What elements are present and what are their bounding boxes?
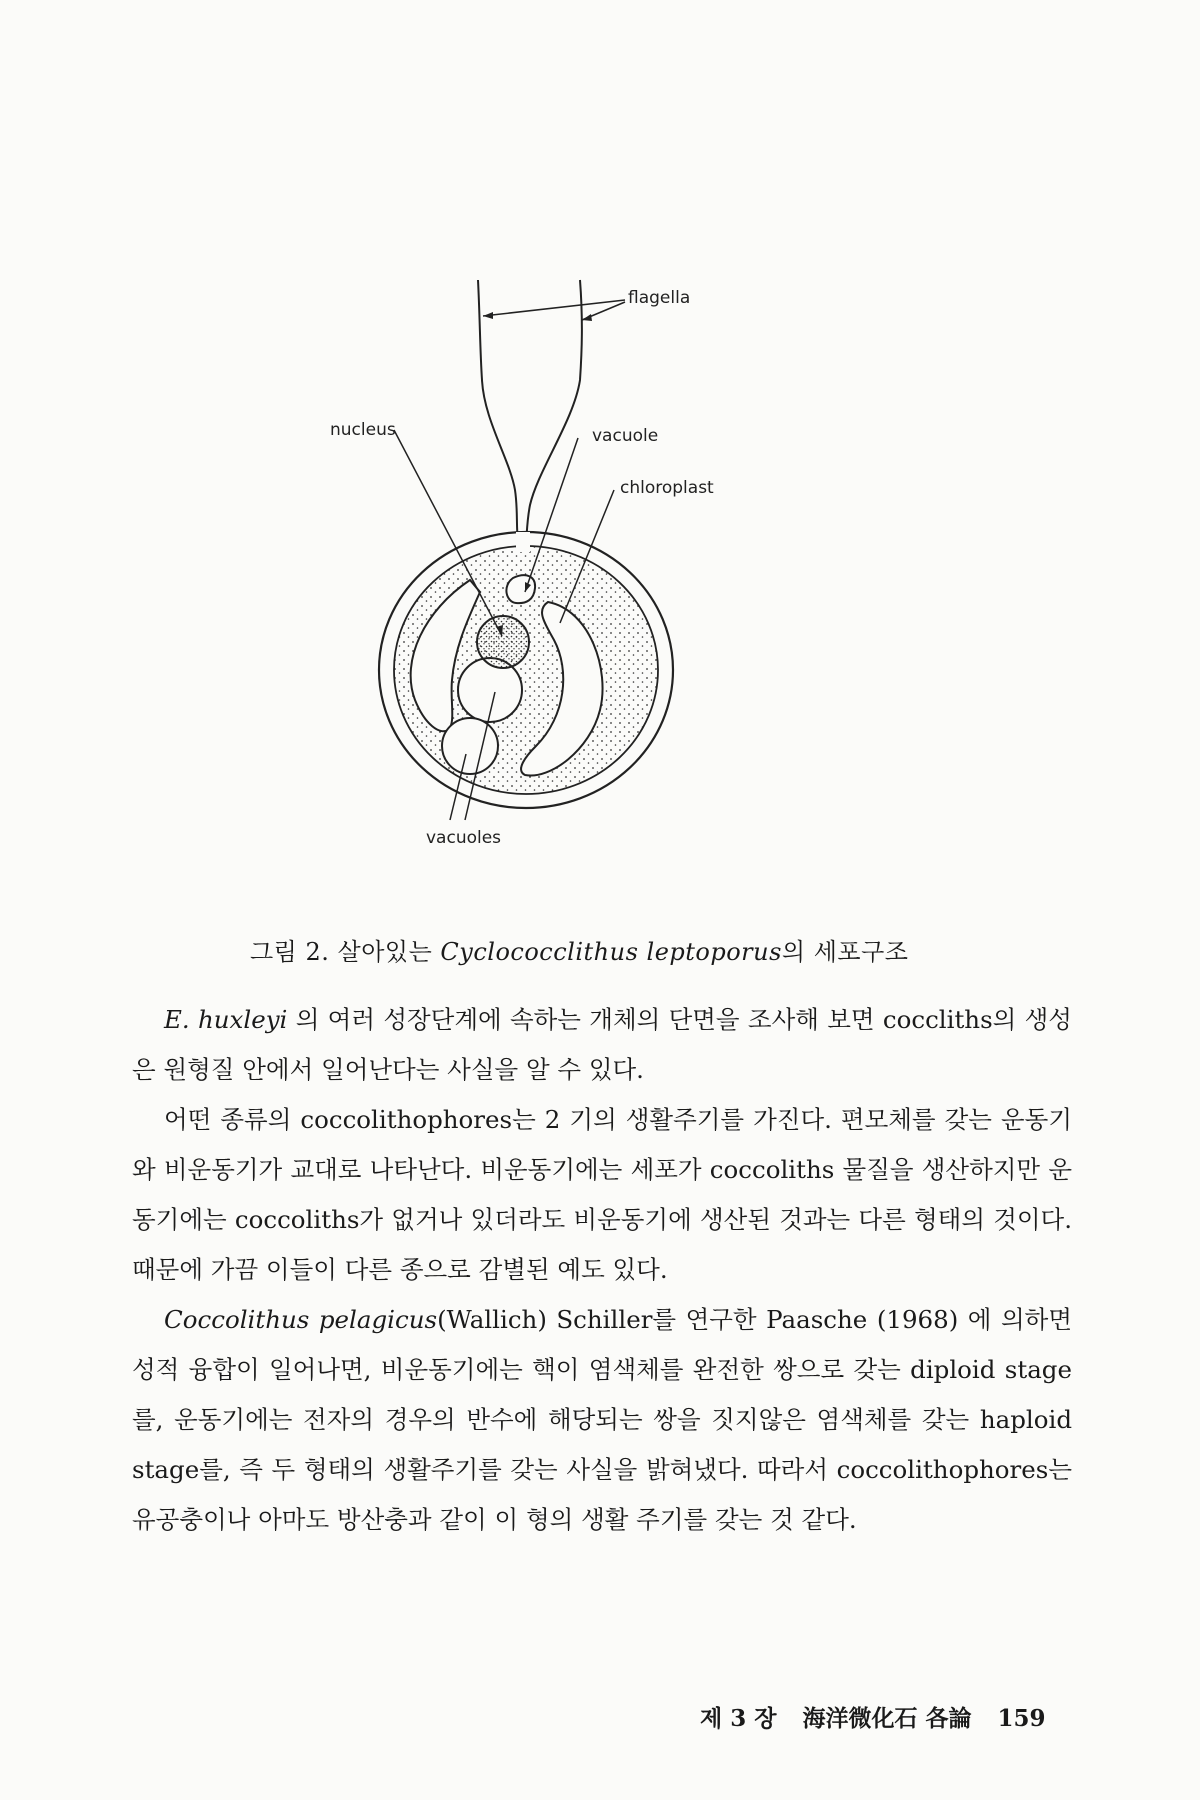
caption-species: Cyclococclithus leptoporus	[440, 938, 782, 966]
nucleus-shape	[477, 616, 529, 668]
label-nucleus: nucleus	[330, 420, 396, 440]
page-footer	[700, 1700, 1100, 1733]
footer-title: 海洋微化石 各論	[802, 1705, 972, 1732]
paragraph-2	[132, 1095, 1072, 1295]
cell-diagram	[330, 280, 890, 900]
vacuole-top	[506, 575, 535, 603]
footer-chapter: 제 3 장	[700, 1705, 777, 1732]
caption-suffix: 의 세포구조	[781, 938, 909, 966]
caption-prefix: 그림 2. 살아있는	[250, 938, 433, 966]
paragraph-3-text: (Wallich) Schiller를 연구한 Paasche (1968) 에 의하면 성적 융합이 일어나면, 비운동기에는 핵이 염색체를 완전한 쌍으로 갖는 diploid stage를, 운동기에는 전자의 경우의 반수에 해당되는 쌍을 짓지않은 염색체를 갖는 haploid stage를, 즉 두 형태의 생활주기를 갖는 사실을 밝혀냈다. 따라서 coccolithophores는 유공충이나 아마도 방산충과 같이 이 형의 생활 주기를 갖는 것 같다.	[132, 1305, 1072, 1534]
label-vacuole: vacuole	[592, 426, 659, 446]
flagellum-left	[478, 280, 518, 542]
body-text	[132, 995, 1072, 1545]
figure-caption	[250, 932, 1050, 967]
species-e-huxleyi: E. huxleyi	[164, 1005, 288, 1034]
paragraph-2-text: 어떤 종류의 coccolithophores는 2 기의 생활주기를 가진다. 편모체를 갖는 운동기와 비운동기가 교대로 나타난다. 비운동기에는 세포가 coccoliths 물질을 생산하지만 운동기에는 coccoliths가 없거나 있더라도 비운동기에 생산된 것과는 다른 형태의 것이다. 때문에 가끔 이들이 다른 종으로 감별된 예도 있다.	[132, 1105, 1072, 1284]
label-vacuoles: vacuoles	[426, 828, 502, 848]
paragraph-1-text: 의 여러 성장단계에 속하는 개체의 단면을 조사해 보면 coccliths의 생성은 원형질 안에서 일어난다는 사실을 알 수 있다.	[132, 1005, 1072, 1084]
leader-flagella-1	[483, 300, 625, 316]
cell-structure-figure	[330, 280, 890, 900]
vacuole-lower-2	[442, 718, 498, 774]
label-chloroplast: chloroplast	[620, 478, 714, 498]
species-coccolithus-pelagicus: Coccolithus pelagicus	[164, 1305, 438, 1334]
label-flagella: flagella	[628, 288, 691, 308]
paragraph-1	[132, 995, 1072, 1095]
flagellum-right	[526, 280, 582, 544]
page-number: 159	[997, 1705, 1046, 1732]
paragraph-3	[132, 1295, 1072, 1545]
